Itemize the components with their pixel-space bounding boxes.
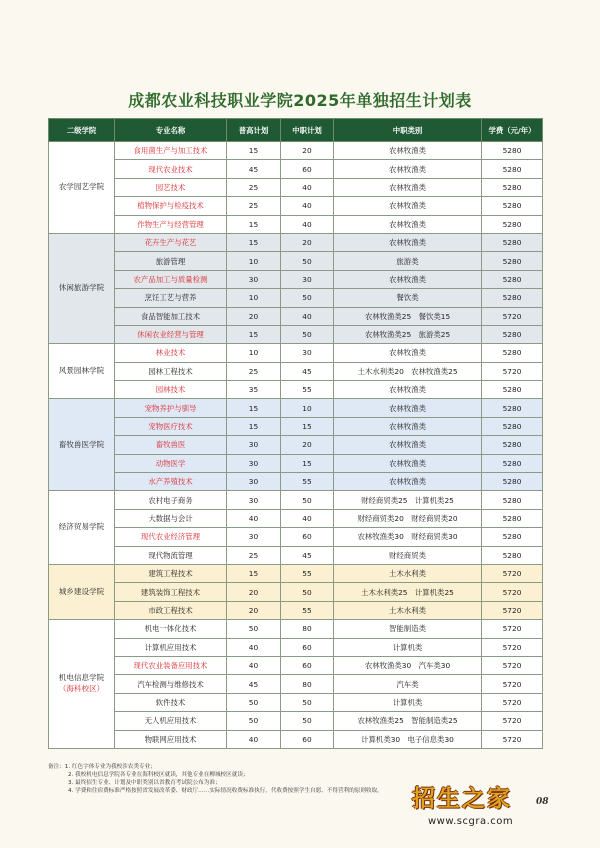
- major-cell: 现代农业经济管理: [115, 528, 227, 546]
- table-row: [49, 712, 543, 730]
- watermark-url: www.scgra.com: [428, 816, 514, 827]
- table-row: [49, 601, 543, 619]
- vocational-plan-cell: 20: [281, 142, 334, 160]
- vocational-category-cell: 农林牧渔类25 旅游类25: [334, 325, 482, 343]
- tuition-cell: 5280: [482, 289, 543, 307]
- table-row: [49, 270, 543, 288]
- college-cell: [49, 620, 115, 749]
- vocational-category-cell: 农林牧渔类: [334, 454, 482, 472]
- vocational-plan-cell: 50: [281, 325, 334, 343]
- table-row: [49, 362, 543, 380]
- general-plan-cell: 45: [227, 160, 281, 178]
- major-cell: 农产品加工与质量检测: [115, 270, 227, 288]
- general-plan-cell: 15: [227, 417, 281, 435]
- general-plan-cell: 50: [227, 693, 281, 711]
- vocational-plan-cell: 60: [281, 160, 334, 178]
- major-cell: 植物保护与检疫技术: [115, 197, 227, 215]
- vocational-category-cell: 汽车类: [334, 675, 482, 693]
- vocational-category-cell: 农林牧渔类30 汽车类30: [334, 656, 482, 674]
- college-campus: （海科校区）: [58, 684, 105, 694]
- major-cell: 计算机应用技术: [115, 638, 227, 656]
- major-cell: 宠物医疗技术: [115, 417, 227, 435]
- major-cell: 作物生产与经营管理: [115, 215, 227, 233]
- tuition-cell: 5280: [482, 546, 543, 564]
- vocational-category-cell: 土木水利类20 农林牧渔类25: [334, 362, 482, 380]
- general-plan-cell: 20: [227, 307, 281, 325]
- vocational-plan-cell: 10: [281, 399, 334, 417]
- vocational-category-cell: 农林牧渔类: [334, 233, 482, 251]
- vocational-category-cell: 计算机类30 电子信息类30: [334, 730, 482, 748]
- table-row: [49, 197, 543, 215]
- tuition-cell: 5280: [482, 454, 543, 472]
- general-plan-cell: 50: [227, 712, 281, 730]
- tuition-cell: 5280: [482, 399, 543, 417]
- table-row: [49, 381, 543, 399]
- major-cell: 园林工程技术: [115, 362, 227, 380]
- header-tuition: 学费（元/年）: [482, 119, 543, 142]
- table-row: [49, 417, 543, 435]
- table-row: [49, 289, 543, 307]
- major-cell: 宠物养护与驯导: [115, 399, 227, 417]
- vocational-category-cell: 农林牧渔类: [334, 381, 482, 399]
- college-cell: [49, 491, 115, 565]
- table-row: [49, 178, 543, 196]
- major-cell: 花卉生产与花艺: [115, 233, 227, 251]
- tuition-cell: 5720: [482, 656, 543, 674]
- table-header-row: [49, 119, 543, 142]
- general-plan-cell: 15: [227, 399, 281, 417]
- tuition-cell: 5280: [482, 142, 543, 160]
- major-cell: 软件技术: [115, 693, 227, 711]
- vocational-category-cell: 农林牧渔类: [334, 160, 482, 178]
- vocational-category-cell: 农林牧渔类: [334, 197, 482, 215]
- general-plan-cell: 15: [227, 564, 281, 582]
- vocational-category-cell: 土木水利类: [334, 564, 482, 582]
- table-body: [49, 142, 543, 749]
- tuition-cell: 5280: [482, 509, 543, 527]
- general-plan-cell: 25: [227, 197, 281, 215]
- tuition-cell: 5720: [482, 601, 543, 619]
- vocational-category-cell: 农林牧渔类: [334, 178, 482, 196]
- general-plan-cell: 30: [227, 528, 281, 546]
- vocational-plan-cell: 15: [281, 417, 334, 435]
- vocational-category-cell: 财经商贸类25 计算机类25: [334, 491, 482, 509]
- vocational-plan-cell: 45: [281, 362, 334, 380]
- tuition-cell: 5280: [482, 233, 543, 251]
- tuition-cell: 5280: [482, 178, 543, 196]
- tuition-cell: 5280: [482, 491, 543, 509]
- vocational-plan-cell: 50: [281, 693, 334, 711]
- vocational-plan-cell: 40: [281, 178, 334, 196]
- general-plan-cell: 25: [227, 546, 281, 564]
- general-plan-cell: 30: [227, 436, 281, 454]
- table-row: [49, 620, 543, 638]
- vocational-plan-cell: 20: [281, 436, 334, 454]
- header-major: 专业名称: [115, 119, 227, 142]
- major-cell: 市政工程技术: [115, 601, 227, 619]
- vocational-plan-cell: 20: [281, 233, 334, 251]
- major-cell: 动物医学: [115, 454, 227, 472]
- general-plan-cell: 40: [227, 656, 281, 674]
- major-cell: 食品智能加工技术: [115, 307, 227, 325]
- vocational-category-cell: 土木水利类25 计算机类25: [334, 583, 482, 601]
- vocational-plan-cell: 45: [281, 546, 334, 564]
- note-1: 1. 红色字体专业为我校涉农类专业；: [64, 764, 156, 770]
- vocational-plan-cell: 50: [281, 289, 334, 307]
- table-row: [49, 454, 543, 472]
- vocational-plan-cell: 55: [281, 564, 334, 582]
- table-row: [49, 436, 543, 454]
- header-general-plan: 普高计划: [227, 119, 281, 142]
- college-cell: [49, 344, 115, 399]
- vocational-plan-cell: 40: [281, 307, 334, 325]
- tuition-cell: 5720: [482, 693, 543, 711]
- vocational-category-cell: 农林牧渔类: [334, 142, 482, 160]
- general-plan-cell: 50: [227, 620, 281, 638]
- table-row: [49, 307, 543, 325]
- vocational-category-cell: 旅游类: [334, 252, 482, 270]
- table-row: [49, 325, 543, 343]
- vocational-plan-cell: 55: [281, 381, 334, 399]
- vocational-category-cell: 农林牧渔类: [334, 417, 482, 435]
- general-plan-cell: 20: [227, 601, 281, 619]
- tuition-cell: 5280: [482, 197, 543, 215]
- college-name: 畜牧兽医学院: [58, 439, 105, 449]
- general-plan-cell: 40: [227, 509, 281, 527]
- general-plan-cell: 30: [227, 491, 281, 509]
- table-row: [49, 215, 543, 233]
- vocational-plan-cell: 30: [281, 270, 334, 288]
- college-cell: [49, 564, 115, 619]
- vocational-plan-cell: 50: [281, 491, 334, 509]
- tuition-cell: 5280: [482, 270, 543, 288]
- vocational-category-cell: 农林牧渔类: [334, 270, 482, 288]
- watermark-text: 招生之家: [412, 785, 512, 812]
- notes-label: 备注：: [48, 764, 65, 770]
- major-cell: 烹饪工艺与营养: [115, 289, 227, 307]
- general-plan-cell: 45: [227, 675, 281, 693]
- vocational-plan-cell: 40: [281, 197, 334, 215]
- note-3: 3. 最终招生专业、计划及中职类别以省教育考试院公布为准；: [68, 780, 221, 786]
- table-row: [49, 252, 543, 270]
- vocational-category-cell: 农林牧渔类: [334, 399, 482, 417]
- note-2: 2. 我校机电信息学院各专业在海科校区就读，其他专业在柳城校区就读；: [68, 772, 249, 778]
- tuition-cell: 5280: [482, 528, 543, 546]
- table-row: [49, 233, 543, 251]
- tuition-cell: 5720: [482, 362, 543, 380]
- major-cell: 建筑工程技术: [115, 564, 227, 582]
- major-cell: 现代农业装备应用技术: [115, 656, 227, 674]
- vocational-category-cell: 计算机类: [334, 638, 482, 656]
- college-name: 机电信息学院: [58, 673, 105, 683]
- table-row: [49, 675, 543, 693]
- major-cell: 无人机应用技术: [115, 712, 227, 730]
- vocational-category-cell: 计算机类: [334, 693, 482, 711]
- college-cell: [49, 233, 115, 343]
- vocational-plan-cell: 40: [281, 509, 334, 527]
- major-cell: 现代农业技术: [115, 160, 227, 178]
- page-title: 成都农业科技职业学院2025年单独招生计划表: [128, 91, 472, 110]
- tuition-cell: 5280: [482, 160, 543, 178]
- major-cell: 畜牧兽医: [115, 436, 227, 454]
- general-plan-cell: 40: [227, 730, 281, 748]
- college-name: 休闲旅游学院: [58, 283, 105, 293]
- tuition-cell: 5280: [482, 325, 543, 343]
- college-name: 农学园艺学院: [58, 182, 105, 192]
- tuition-cell: 5280: [482, 436, 543, 454]
- vocational-category-cell: 智能制造类: [334, 620, 482, 638]
- major-cell: 林业技术: [115, 344, 227, 362]
- general-plan-cell: 15: [227, 215, 281, 233]
- major-cell: 机电一体化技术: [115, 620, 227, 638]
- table-row: [49, 583, 543, 601]
- major-cell: 农村电子商务: [115, 491, 227, 509]
- vocational-plan-cell: 55: [281, 473, 334, 491]
- table-row: [49, 564, 543, 582]
- tuition-cell: 5280: [482, 473, 543, 491]
- table-row: [49, 656, 543, 674]
- table-row: [49, 399, 543, 417]
- general-plan-cell: 15: [227, 325, 281, 343]
- major-cell: 园艺技术: [115, 178, 227, 196]
- header-vocational-category: 中职类别: [334, 119, 482, 142]
- major-cell: 物联网应用技术: [115, 730, 227, 748]
- vocational-plan-cell: 60: [281, 528, 334, 546]
- major-cell: 园林技术: [115, 381, 227, 399]
- table-row: [49, 730, 543, 748]
- vocational-category-cell: 财经商贸类: [334, 546, 482, 564]
- tuition-cell: 5720: [482, 583, 543, 601]
- college-name: 经济贸易学院: [58, 522, 105, 532]
- general-plan-cell: 10: [227, 344, 281, 362]
- general-plan-cell: 25: [227, 178, 281, 196]
- note-4: 4. 学费和住宿费标准严格按照省发展改革委、财政厅……实际情况收费标准执行，代收费按照学生自愿、不得营利的原则收取。: [68, 788, 383, 794]
- major-cell: 食用菌生产与加工技术: [115, 142, 227, 160]
- table-row: [49, 142, 543, 160]
- major-cell: 休闲农业经营与管理: [115, 325, 227, 343]
- tuition-cell: 5720: [482, 638, 543, 656]
- table-row: [49, 638, 543, 656]
- table-row: [49, 473, 543, 491]
- table-row: [49, 344, 543, 362]
- tuition-cell: 5280: [482, 215, 543, 233]
- general-plan-cell: 30: [227, 270, 281, 288]
- general-plan-cell: 30: [227, 473, 281, 491]
- table-row: [49, 491, 543, 509]
- vocational-category-cell: 农林牧渔类: [334, 215, 482, 233]
- general-plan-cell: 15: [227, 142, 281, 160]
- vocational-category-cell: 农林牧渔类: [334, 473, 482, 491]
- enrollment-plan-table: [48, 118, 543, 749]
- vocational-plan-cell: 50: [281, 583, 334, 601]
- tuition-cell: 5280: [482, 381, 543, 399]
- vocational-plan-cell: 15: [281, 454, 334, 472]
- vocational-plan-cell: 60: [281, 730, 334, 748]
- college-name: 风景园林学院: [58, 366, 105, 376]
- major-cell: 水产养殖技术: [115, 473, 227, 491]
- general-plan-cell: 10: [227, 289, 281, 307]
- vocational-category-cell: 农林牧渔类25 智能制造类25: [334, 712, 482, 730]
- tuition-cell: 5720: [482, 620, 543, 638]
- general-plan-cell: 30: [227, 454, 281, 472]
- table-row: [49, 160, 543, 178]
- header-vocational-plan: 中职计划: [281, 119, 334, 142]
- vocational-plan-cell: 50: [281, 252, 334, 270]
- major-cell: 旅游管理: [115, 252, 227, 270]
- vocational-plan-cell: 60: [281, 656, 334, 674]
- tuition-cell: 5280: [482, 417, 543, 435]
- general-plan-cell: 15: [227, 233, 281, 251]
- tuition-cell: 5280: [482, 344, 543, 362]
- table-row: [49, 509, 543, 527]
- vocational-category-cell: 农林牧渔类: [334, 344, 482, 362]
- vocational-category-cell: 土木水利类: [334, 601, 482, 619]
- vocational-category-cell: 农林牧渔类25 餐饮类15: [334, 307, 482, 325]
- vocational-plan-cell: 40: [281, 215, 334, 233]
- tuition-cell: 5720: [482, 307, 543, 325]
- table-row: [49, 546, 543, 564]
- general-plan-cell: 40: [227, 638, 281, 656]
- tuition-cell: 5280: [482, 252, 543, 270]
- general-plan-cell: 20: [227, 583, 281, 601]
- tuition-cell: 5720: [482, 730, 543, 748]
- vocational-category-cell: 财经商贸类20 财经商贸类20: [334, 509, 482, 527]
- vocational-plan-cell: 55: [281, 601, 334, 619]
- major-cell: 汽车检测与维修技术: [115, 675, 227, 693]
- header-college: 二级学院: [49, 119, 115, 142]
- vocational-category-cell: 农林牧渔类30 财经商贸类30: [334, 528, 482, 546]
- general-plan-cell: 25: [227, 362, 281, 380]
- table-row: [49, 528, 543, 546]
- vocational-category-cell: 餐饮类: [334, 289, 482, 307]
- vocational-plan-cell: 50: [281, 712, 334, 730]
- general-plan-cell: 10: [227, 252, 281, 270]
- major-cell: 现代物流管理: [115, 546, 227, 564]
- tuition-cell: 5720: [482, 712, 543, 730]
- vocational-plan-cell: 30: [281, 344, 334, 362]
- table-row: [49, 693, 543, 711]
- notes-line: [48, 763, 568, 771]
- vocational-plan-cell: 80: [281, 675, 334, 693]
- college-name: 城乡建设学院: [58, 586, 105, 596]
- vocational-plan-cell: 60: [281, 638, 334, 656]
- vocational-category-cell: 农林牧渔类: [334, 436, 482, 454]
- major-cell: 建筑装饰工程技术: [115, 583, 227, 601]
- tuition-cell: 5720: [482, 675, 543, 693]
- college-cell: [49, 399, 115, 491]
- major-cell: 大数据与会计: [115, 509, 227, 527]
- vocational-plan-cell: 80: [281, 620, 334, 638]
- college-cell: [49, 142, 115, 234]
- general-plan-cell: 35: [227, 381, 281, 399]
- tuition-cell: 5720: [482, 564, 543, 582]
- page-number: 08: [536, 797, 549, 807]
